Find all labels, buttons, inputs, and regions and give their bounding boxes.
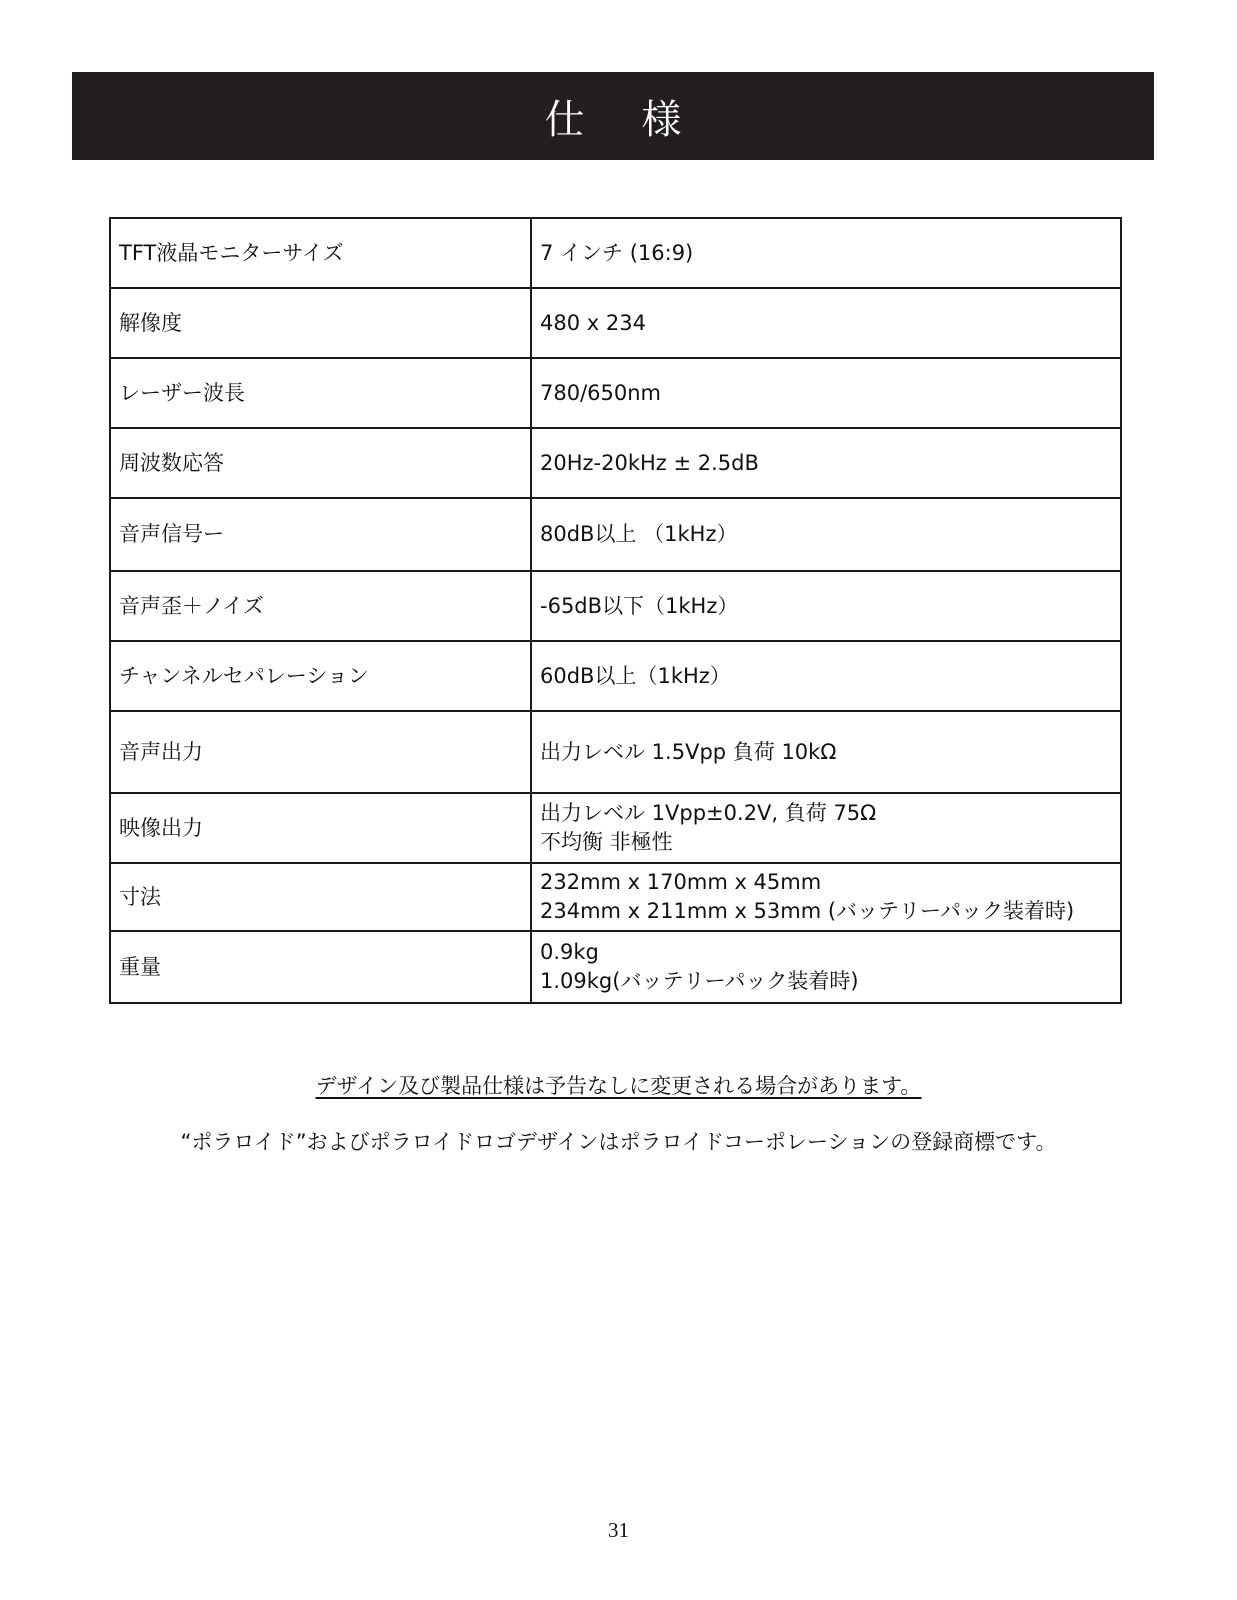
spec-value-line: 出力レベル 1Vpp±0.2V, 負荷 75Ω [540, 801, 877, 825]
table-row [110, 288, 1121, 358]
spec-label: レーザー波長 [110, 358, 531, 428]
spec-label: 音声信号ー [110, 498, 531, 571]
spec-value-line: 20Hz-20kHz ± 2.5dB [540, 450, 759, 475]
page-title: 仕 様 [544, 96, 704, 143]
table-row [110, 218, 1121, 288]
table-row [110, 793, 1121, 863]
table-row [110, 931, 1121, 1003]
spec-value [531, 711, 1121, 793]
spec-value [531, 428, 1121, 498]
spec-value-line: 不均衡 非極性 [540, 830, 673, 854]
spec-label: 解像度 [110, 288, 531, 358]
spec-value-line: 480 x 234 [540, 310, 646, 335]
spec-label: 周波数応答 [110, 428, 531, 498]
spec-label: チャンネルセパレーション [110, 641, 531, 711]
table-row [110, 711, 1121, 793]
spec-value-line: 780/650nm [540, 380, 662, 405]
table-row [110, 641, 1121, 711]
spec-table [109, 217, 1122, 1004]
page-number: 31 [608, 1518, 629, 1542]
spec-value [531, 863, 1121, 931]
spec-value-line: 60dB以上（1kHz） [540, 663, 731, 688]
spec-label: 映像出力 [110, 793, 531, 863]
table-row [110, 863, 1121, 931]
trademark-notice: “ポラロイド”およびポラロイドロゴデザインはポラロイドコーポレーションの登録商標です。 [180, 1130, 1057, 1154]
spec-value [531, 358, 1121, 428]
title-bar [72, 72, 1154, 160]
spec-value-line: 234mm x 211mm x 53mm (バッテリーパック装着時) [540, 899, 1075, 923]
spec-value-line: 0.9kg [540, 940, 599, 964]
spec-value-line: 出力レベル 1.5Vpp 負荷 10kΩ [540, 739, 837, 764]
change-notice-text: デザイン及び製品仕様は予告なしに変更される場合があります。 [315, 1074, 922, 1098]
spec-value [531, 641, 1121, 711]
spec-label: 重量 [110, 931, 531, 1003]
spec-value-line: 7 インチ (16:9) [540, 240, 694, 265]
change-notice [0, 1070, 1237, 1100]
spec-value-line: 1.09kg(バッテリーパック装着時) [540, 969, 859, 993]
spec-value-line: 232mm x 170mm x 45mm [540, 870, 822, 894]
table-row [110, 498, 1121, 571]
spec-value-line: -65dB以下（1kHz） [540, 593, 739, 618]
spec-value [531, 288, 1121, 358]
table-row [110, 358, 1121, 428]
table-row [110, 428, 1121, 498]
spec-value [531, 218, 1121, 288]
spec-value-line: 80dB以上 （1kHz） [540, 522, 738, 546]
spec-label: 音声歪＋ノイズ [110, 571, 531, 641]
spec-value [531, 498, 1121, 571]
spec-value [531, 793, 1121, 863]
table-row [110, 571, 1121, 641]
spec-label: 音声出力 [110, 711, 531, 793]
spec-label: TFT液晶モニターサイズ [110, 218, 531, 288]
spec-label: 寸法 [110, 863, 531, 931]
spec-value [531, 931, 1121, 1003]
spec-value [531, 571, 1121, 641]
